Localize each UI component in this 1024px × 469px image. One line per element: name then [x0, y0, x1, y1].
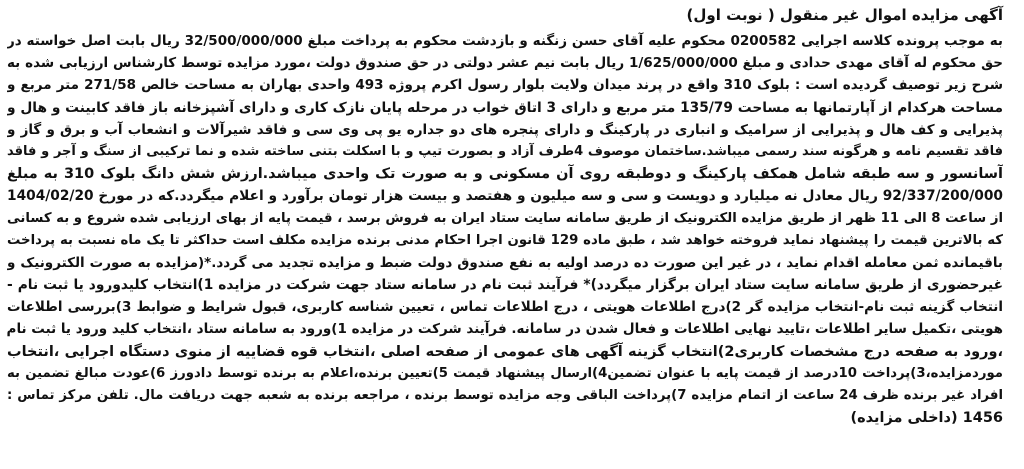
notice-line: غیرحضوری از طریق سامانه سایت ستاد ایران برگزار میگردد)* فرآیند ثبت نام در سامانه ستاد جهت شرکت در مزایده 1)انتخاب کلیدورود یا ثبت نام -: [7, 277, 1003, 294]
notice-line: هویتی ،تکمیل سایر اطلاعات ،تایید نهایی اطلاعات و فعال شدن در سامانه. فرآیند شرکت در مزایده 1)ورود به سامانه ستاد ،انتخاب کلید ورود یا ثبت نام: [7, 321, 1003, 338]
notice-line: که بالاترین قیمت را پیشنهاد نماید فروخته خواهد شد ، طبق ماده 129 قانون اجرا احکام مدنی برنده مزایده مکلف است حداکثر تا یک ماه نسبت به پرداخت: [7, 232, 1003, 248]
notice-line-contact: 1456 (داخلی مزایده): [850, 410, 1003, 427]
notice-line: فاقد تقسیم نامه و هرگونه سند رسمی میباشد.ساختمان موصوف 4طرف آزاد و بصورت تیپ و با اسکلت بتنی ساخته شده و نما ترکیبی از سنگ و آجر و فاقد: [7, 143, 1003, 159]
notice-line: به موجب پرونده کلاسه اجرایی 0200582 محکوم علیه آقای حسن زنگنه و بازدشت محکوم به پرداخت مبلغ 32/500/000/000 ریال بابت اصل خواسته در: [7, 33, 1003, 49]
notice-line: موردمزایده،3)پرداخت 10درصد از قیمت پایه با عنوان تضمین4)ارسال پیشنهاد قیمت 5)تعیین برنده،اعلام به برنده توسط دادورز 6)عودت مبالغ تضمین به: [7, 365, 1003, 381]
notice-line: مساحت هرکدام از آپارتمانها به مساحت 135/79 متر مربع و دارای 3 اتاق خواب در مرحله پایان نازک کاری و دارای آشپزخانه باز فاقد کابینت و هال و: [7, 99, 1003, 116]
notice-line: از ساعت 8 الی 11 ظهر از طریق مزایده الکترونیک از طریق سامانه سایت ستاد ایران به فروش برسد ، قیمت پایه از بهای ارزیابی شده شروع و به کسانی: [7, 210, 1003, 226]
notice-line: افراد غیر برنده ظرف 24 ساعت از اتمام مزایده 7)پرداخت الباقی وجه مزایده توسط برنده ، مراجعه برنده به شعبه جهت دریافت مال. تلفن مرکز تماس :: [7, 388, 1003, 403]
notice-line: حق محکوم له آقای مهدی حدادی و مبلغ 1/625/000/000 ریال بابت نیم عشر دولتی در حق صندوق دولت ،مورد مزایده توسط کارشناس ارزیابی شده به: [7, 55, 1003, 72]
notice-line: پذیرایی و کف هال و پذیرایی از سرامیک و انباری در پارکینگ و دارای پنجره های دو جداره یو پی وی سی و فاقد شیرآلات و انشعاب آب و برق و گاز و: [7, 121, 1003, 138]
notice-line: شرح زیر توصیف گردیده است : بلوک 310 واقع در پرند میدان ولایت بلوار رسول اکرم پروژه 493 واحدی بهاران به مساحت خالص 271/58 متر مربع و: [7, 77, 1003, 94]
notice-line: باقیمانده ثمن معامله اقدام نماید ، در غیر این صورت ده درصد اولیه به نفع صندوق دولت ضبط و مزایده تجدید می گردد.*(مزایده به صورت الکترونیک و: [7, 254, 1003, 271]
notice-line: آسانسور و سه طبقه شامل همکف پارکینگ و دوطبقه روی آن مسکونی و به صورت تک واحدی میباشد.ارزش شش دانگ بلوک 310 به مبلغ: [7, 166, 1003, 183]
notice-title: آگهی مزایده اموال غیر منقول ( نوبت اول): [686, 6, 1003, 24]
notice-line: 92/337/200/000 ریال معادل نه میلیارد و دویست و سی و سه میلیون و هفتصد و بیست هزار تومان برآورد و اعلام میگردد.که در مورخ 1404/02/20: [7, 188, 1003, 205]
notice-body: [7, 30, 1003, 429]
notice-line: انتخاب گزینه ثبت نام-انتخاب مزایده گر 2)درج اطلاعات هویتی ، درج اطلاعات تماس ، تعیین شناسه کاربری، قبول شرایط و ضوابط 3)بررسی اطلاعات: [7, 299, 1003, 316]
notice-line: ،ورود به صفحه درج مشخصات کاربری2)انتخاب گزینه آگهی های عمومی از صفحه اصلی ،انتخاب قوه قضاییه از منوی دستگاه اجرایی ،انتخاب: [7, 343, 1003, 360]
